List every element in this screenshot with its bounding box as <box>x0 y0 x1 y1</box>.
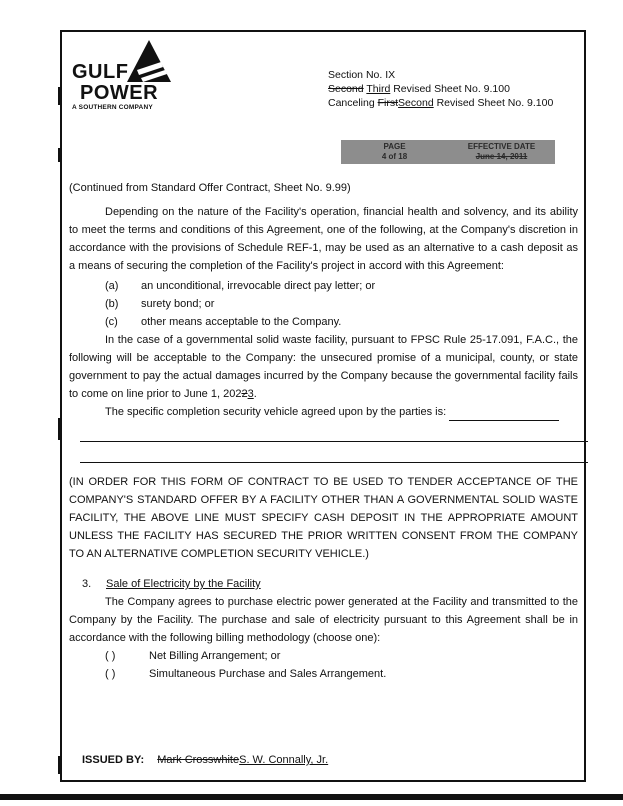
para2-main: In the case of a governmental solid waste facility, pursuant to FPSC Rule 25-17.091, F.A.C., the following will be acceptable to the Company: the unsecured promise of a municipal, county, or state government to pay the actual damages incurred by the Company because the governmental facility fails to come on line prior to June 1, 202 <box>69 334 578 400</box>
para3-text: The specific completion security vehicle agreed upon by the parties is: <box>105 406 447 418</box>
security-vehicle-blank[interactable] <box>449 408 559 421</box>
billing-option-label: Simultaneous Purchase and Sales Arrangement. <box>149 668 387 680</box>
paragraph-security: Depending on the nature of the Facility's operation, financial health and solvency, and its ability to meet the terms and conditions of this Agreement, one of the following, at the Company's discretion in accordance with the provisions of Schedule REF-1, may be used as an alternative to a cash deposit as a means of securing the completion of the Facility's project in accord with this Agreement: <box>69 206 578 272</box>
inserted-text: Second <box>398 97 434 109</box>
list-item <box>69 295 578 313</box>
issued-by-line <box>82 754 328 766</box>
revision-bar <box>58 87 60 105</box>
canceling-rest: Revised Sheet No. 9.100 <box>433 97 554 109</box>
section-number: Section No. IX <box>328 69 396 81</box>
list-text: surety bond; or <box>141 298 215 310</box>
section-3-number: 3. <box>82 578 92 590</box>
revision-bar <box>58 756 60 774</box>
issued-by-label: ISSUED BY: <box>82 754 145 766</box>
blank-line[interactable] <box>80 442 588 463</box>
inserted-text: Third <box>366 83 391 95</box>
continued-note: (Continued from Standard Offer Contract, Sheet No. 9.99) <box>69 182 351 194</box>
section-3-title: Sale of Electricity by the Facility <box>106 578 261 590</box>
inserted-text: S. W. Connally, Jr. <box>239 754 329 766</box>
paragraph-vehicle <box>69 403 578 421</box>
blank-line[interactable] <box>80 421 588 442</box>
billing-option[interactable] <box>69 665 578 683</box>
effective-value: June 14, 2011 <box>475 152 528 161</box>
list-text: an unconditional, irrevocable direct pay letter; or <box>141 280 376 292</box>
paragraph-governmental <box>69 331 578 403</box>
sheet-rest: Revised Sheet No. 9.100 <box>390 83 510 95</box>
logo-tagline: A SOUTHERN COMPANY <box>72 104 153 111</box>
effective-label: EFFECTIVE DATE <box>467 142 536 151</box>
para2-end: . <box>253 388 257 400</box>
page-cell <box>341 140 448 164</box>
checkbox[interactable]: ( ) <box>105 668 116 680</box>
canceling-prefix: Canceling <box>328 97 378 109</box>
list-label: (c) <box>105 316 118 328</box>
logo-gulf-text: GULF <box>72 61 129 83</box>
deleted-text: First <box>377 97 399 109</box>
revision-bar <box>58 148 60 162</box>
checkbox[interactable]: ( ) <box>105 650 116 662</box>
page-effective-box <box>341 140 555 164</box>
deleted-text: 2 <box>241 388 248 400</box>
section-header <box>328 68 553 110</box>
canceling-revision <box>328 96 553 110</box>
billing-option-label: Net Billing Arrangement; or <box>149 650 281 662</box>
list-item <box>69 313 578 331</box>
caps-notice: (IN ORDER FOR THIS FORM OF CONTRACT TO BE USED TO TENDER ACCEPTANCE OF THE COMPANY'S STANDARD OFFER BY A FACILITY OTHER THAN A GOVERNMENTAL SOLID WASTE FACILITY, THE ABOVE LINE MUST SPECIFY CASH DEPOSIT IN THE APPROPRIATE AMOUNT UNLESS THE FACILITY HAS SECURED THE PRIOR WRITTEN CONSENT FROM THE COMPANY TO AN ALTERNATIVE COMPLETION SECURITY VEHICLE.) <box>69 476 578 560</box>
deleted-text: Second <box>328 83 364 95</box>
effective-cell <box>448 140 555 164</box>
deleted-text: Mark Crosswhite <box>157 754 240 766</box>
page-label: PAGE <box>383 142 406 151</box>
list-label: (a) <box>105 280 119 292</box>
billing-option[interactable] <box>69 647 578 665</box>
company-logo <box>72 40 192 115</box>
logo-power-text: POWER <box>80 82 159 104</box>
list-item <box>69 277 578 295</box>
revision-bar <box>58 418 60 440</box>
list-text: other means acceptable to the Company. <box>141 316 342 328</box>
section-3-body: The Company agrees to purchase electric power generated at the Facility and transmitted to the Company by the Facility. The purchase and sale of electricity pursuant to this Agreement shall be in accordance with the following billing methodology (choose one): <box>69 596 578 644</box>
inserted-text: 3 <box>247 388 254 400</box>
sheet-revision <box>328 82 553 96</box>
list-label: (b) <box>105 298 119 310</box>
document-body <box>69 179 578 683</box>
bottom-rule <box>0 794 623 800</box>
section-3-heading <box>69 575 578 593</box>
page-value: 4 of 18 <box>381 152 408 161</box>
